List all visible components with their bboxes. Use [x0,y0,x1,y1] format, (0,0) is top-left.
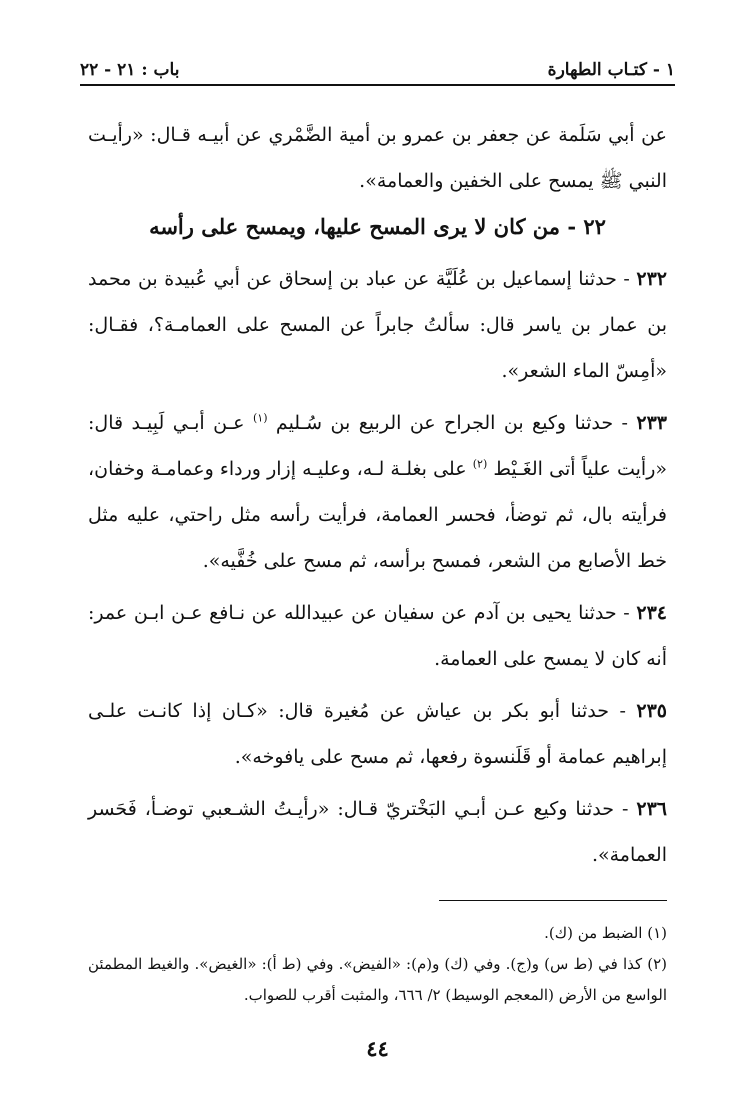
hadith-number: ٢٣٢ [636,268,668,290]
hadith-232: ٢٣٢ - حدثنا إسماعيل بن عُلَيَّة عن عباد بن إسحاق عن أبي عُبيدة بن محمد بن عمار بن ياسر قال: سألتُ جابراً عن المسح على العمامـة؟، فقـال: «أمِسّ الماء الشعر». [88,268,668,382]
hadith-233: ٢٣٣ - حدثنا وكيع بن الجراح عن الربيع بن سُـليم $^{(١)}$ عـن أبـي لَبِيـد قال: «رأيت علياً أتى الغَـيْط $^{(٢)}$ على بغلـة لـه، وعليـه إزار ورداء وعمامـة وخفان، فرأيته بال، ثم توضأ، فحسر العمامة، فرأيت رأسه مثل راحتي، عليه مثل خط الأصابع من الشعر، فمسح برأسه، ثم مسح على خُفَّيه». [88,411,667,572]
main-text [88,112,667,878]
hadith-number: ٢٣٥ [636,700,667,722]
hadith-236: ٢٣٦ - حدثنا وكيع عـن أبـي البَخْتريّ قـال: «رأيـتُ الشـعبي توضـأ، فَحَسر العمامة». [88,798,667,866]
hadith-text: حدثنا أبو بكر بن عياش عن مُغيرة قال: «كـان إذا كانـت علـى إبراهيم عمامة أو قَلَنسوة رفعها، ثم مسح على يافوخه». [88,700,667,768]
hadith-number: ٢٣٤ [636,602,667,624]
hadith-number: ٢٣٦ [636,798,667,820]
hadith-text: حدثنا وكيع بن الجراح عن الربيع بن سُـليم [275,412,614,434]
footnote-ref-1[interactable]: (١) [252,411,268,425]
section-heading: ٢٢ - من كان لا يرى المسح عليها، ويمسح على رأسه [149,214,606,239]
hadith-text: حدثنا إسماعيل بن عُلَيَّة عن عباد بن إسحاق عن أبي عُبيدة بن محمد بن عمار بن ياسر قال: سألتُ جابراً عن المسح على العمامـة؟، فقـال: «أمِسّ الماء الشعر». [88,268,667,382]
page-number: ٤٤ [366,1036,389,1061]
footnotes [88,918,667,1011]
hadith-text: عـن أبـي لَبِيـد قال: «رأيت علياً أتى الغَـيْط [88,412,667,480]
footnote-2: (٢) كذا في (ط س) و(ج). وفي (ك) و(م): «الفيض». وفي (ط أ): «الغيض». والغيط المطمئن الواسع من الأرض (المعجم الوسيط) ٢/ ٦٦٦، والمثبت أقرب للصواب. [88,955,667,1004]
footnote-divider [439,900,667,901]
footnote-1: (١) الضبط من (ك). [544,924,667,942]
hadith-text: حدثنا يحيى بن آدم عن سفيان عن عبيدالله عن نـافع عـن ابـن عمر: أنه كان لا يمسح على العمامة. [88,602,667,670]
hadith-234: ٢٣٤ - حدثنا يحيى بن آدم عن سفيان عن عبيدالله عن نـافع عـن ابـن عمر: أنه كان لا يمسح على العمامة. [88,602,667,670]
hadith-text: على بغلـة لـه، وعليـه إزار ورداء وعمامـة وخفان، فرأيته بال، ثم توضأ، فحسر العمامة، فرأيت رأسه مثل راحتي، عليه مثل خط الأصابع من الشعر، فمسح برأسه، ثم مسح على خُفَّيه». [88,458,667,572]
section-label: باب : ٢١ - ٢٢ [80,60,180,80]
intro-paragraph: عن أبي سَلَمة عن جعفر بن عمرو بن أمية الضَّمْري عن أبيـه قـال: «رأيـت النبي ﷺ يمسح على الخفين والعمامة». [88,124,667,192]
hadith-235: ٢٣٥ - حدثنا أبو بكر بن عياش عن مُغيرة قال: «كـان إذا كانـت علـى إبراهيم عمامة أو قَلَنسوة رفعها، ثم مسح على يافوخه». [88,700,667,768]
footnote-ref-2[interactable]: (٢) [472,457,488,471]
running-header [80,50,675,86]
hadith-text: حدثنا وكيع عـن أبـي البَخْتريّ قـال: «رأيـتُ الشـعبي توضـأ، فَحَسر العمامة». [88,798,667,866]
chapter-title: ١ - كتـاب الطهارة [547,60,675,80]
hadith-number: ٢٣٣ [636,412,667,434]
